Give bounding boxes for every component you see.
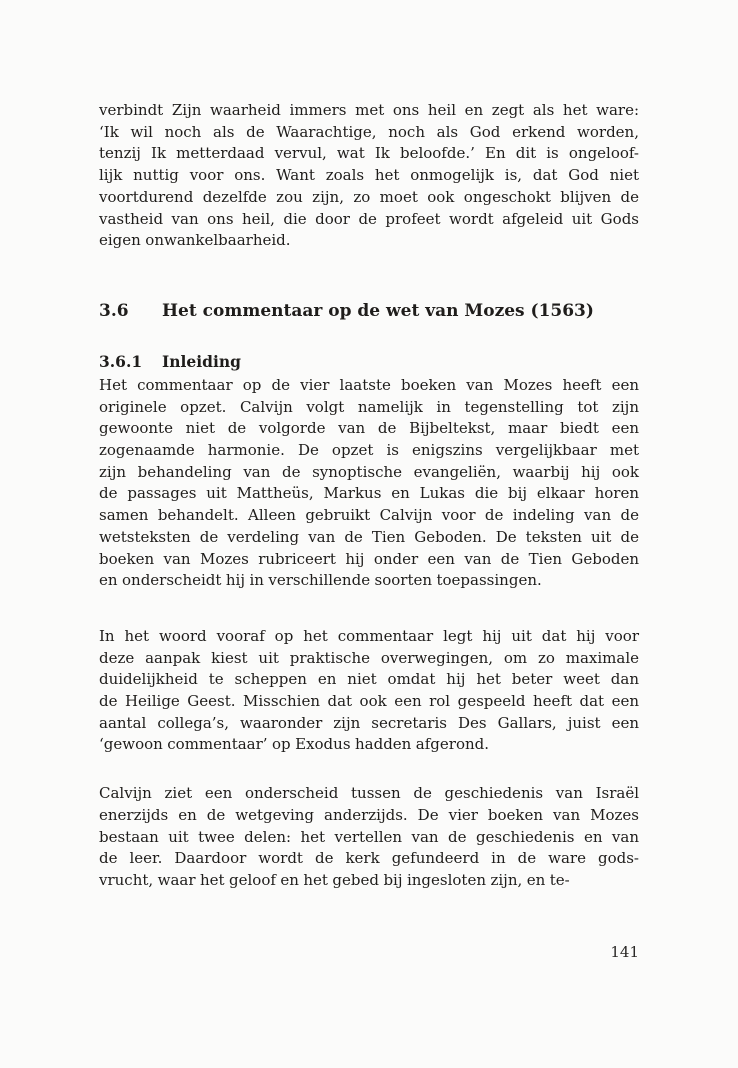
text-line: verbindt Zijn waarheid immers met ons heil en zegt als het ware: <box>99 101 639 119</box>
text-line: wetsteksten de verdeling van de Tien Geboden. De teksten uit de <box>99 527 639 546</box>
subsection-number: 3.6.1 <box>99 351 143 371</box>
paragraph <box>99 100 639 252</box>
subsection-heading <box>99 351 639 372</box>
paragraph <box>99 783 639 892</box>
text-line: de leer. Daardoor wordt de kerk gefundeerd in de ware gods- <box>99 849 639 868</box>
text-line: originele opzet. Calvijn volgt namelijk in tegenstelling tot zijn <box>99 397 639 416</box>
text-line: zijn behandeling van de synoptische evangeliën, waarbij hij ook <box>99 462 639 481</box>
subsection-title: Inleiding <box>162 351 241 371</box>
text-line: boeken van Mozes rubriceert hij onder een van de Tien Geboden <box>99 549 639 568</box>
text-line: de Heilige Geest. Misschien dat ook een rol gespeeld heeft dat een <box>99 692 639 711</box>
text-line: enerzijds en de wetgeving anderzijds. De vier boeken van Mozes <box>99 805 639 824</box>
text-line: Calvijn ziet een onderscheid tussen de geschiedenis van Israël <box>99 784 639 803</box>
text-column <box>99 100 639 892</box>
text-line: ‘Ik wil noch als de Waarachtige, noch als God erkend worden, <box>99 122 639 141</box>
text-line: ‘gewoon commentaar’ op Exodus hadden afgerond. <box>99 735 490 754</box>
text-line: lijk nuttig voor ons. Want zoals het onmogelijk is, dat God niet <box>99 166 639 185</box>
text-line: eigen onwankelbaarheid. <box>99 231 291 250</box>
text-line: vrucht, waar het geloof en het gebed bij ingesloten zijn, en te- <box>99 870 570 889</box>
paragraph <box>99 626 639 756</box>
text-line: vastheid van ons heil, die door de profeet wordt afgeleid uit Gods <box>99 209 639 228</box>
text-line: tenzij Ik metterdaad vervul, wat Ik beloofde.’ En dit is ongeloof- <box>99 144 639 163</box>
text-line: aantal collega’s, waaronder zijn secretaris Des Gallars, juist een <box>99 713 639 732</box>
section-heading <box>99 299 639 323</box>
text-line: In het woord vooraf op het commentaar legt hij uit dat hij voor <box>99 626 639 645</box>
text-line: de passages uit Mattheüs, Markus en Lukas die bij elkaar horen <box>99 484 639 503</box>
section-number: 3.6 <box>99 300 129 321</box>
text-line: zogenaamde harmonie. De opzet is enigszins vergelijkbaar met <box>99 441 639 460</box>
text-line: en onderscheidt hij in verschillende soorten toepassingen. <box>99 571 542 590</box>
text-line: samen behandelt. Alleen gebruikt Calvijn voor de indeling van de <box>99 506 639 525</box>
paragraph <box>99 375 639 592</box>
text-line: deze aanpak kiest uit praktische overwegingen, om zo maximale <box>99 648 639 667</box>
page-number: 141 <box>610 943 639 961</box>
section-title: Het commentaar op de wet van Mozes (1563) <box>162 300 594 321</box>
text-line: bestaan uit twee delen: het vertellen van de geschiedenis en van <box>99 827 639 846</box>
text-line: Het commentaar op de vier laatste boeken van Mozes heeft een <box>99 375 639 394</box>
text-line: duidelijkheid te scheppen en niet omdat hij het beter weet dan <box>99 670 639 689</box>
text-line: voortdurend dezelfde zou zijn, zo moet ook ongeschokt blijven de <box>99 187 639 206</box>
text-line: gewoonte niet de volgorde van de Bijbeltekst, maar biedt een <box>99 419 639 438</box>
